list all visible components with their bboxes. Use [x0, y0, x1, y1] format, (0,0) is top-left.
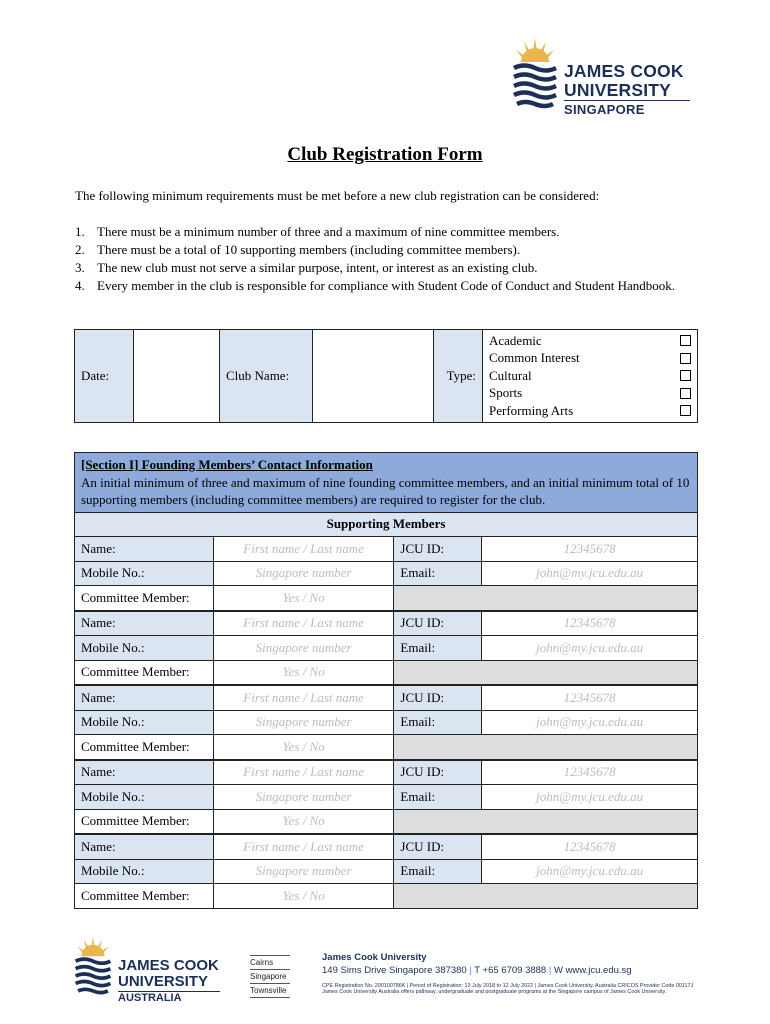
email-field[interactable]: john@my.jcu.edu.au	[482, 636, 698, 661]
footer-registration-note: James Cook University Australia offers pathway, undergraduate and postgraduate programs at the Singapore campus of James Cook University.	[322, 989, 667, 995]
section-header-cell	[75, 453, 698, 513]
empty-cell	[394, 586, 698, 611]
table-row	[75, 611, 698, 636]
empty-cell	[394, 660, 698, 685]
table-row	[75, 561, 698, 586]
campus-list	[250, 955, 290, 998]
list-number: 1.	[75, 224, 85, 239]
club-name-label: Club Name:	[220, 330, 313, 423]
committee-label: Committee Member:	[75, 586, 214, 611]
table-row	[75, 735, 698, 760]
committee-field[interactable]: Yes / No	[213, 660, 394, 685]
logo-divider	[564, 100, 690, 101]
footer-registration: CPE Registration No. 200100786K | Period of Registration: 13 July 2018 to 12 July 2022 | James Cook University, Australia CRICOS Provider Code 00117J	[322, 983, 694, 989]
mobile-label: Mobile No.:	[75, 636, 214, 661]
mobile-label: Mobile No.:	[75, 785, 214, 810]
type-option-label: Common Interest	[489, 350, 580, 366]
type-option-performing-arts[interactable]	[489, 402, 691, 420]
jcu-id-label: JCU ID:	[394, 537, 482, 562]
jcu-id-label: JCU ID:	[394, 685, 482, 710]
logo-line-2: UNIVERSITY	[564, 80, 672, 100]
type-option-label: Performing Arts	[489, 402, 574, 418]
table-row	[75, 636, 698, 661]
checkbox-icon[interactable]	[680, 388, 691, 399]
mobile-field[interactable]: Singapore number	[213, 785, 394, 810]
empty-cell	[394, 809, 698, 834]
footer-contact	[322, 965, 693, 976]
mobile-label: Mobile No.:	[75, 859, 214, 884]
jcu-id-field[interactable]: 12345678	[482, 685, 698, 710]
list-item	[75, 223, 699, 241]
footer-logo-line-1: JAMES COOK	[118, 957, 219, 974]
list-text: There must be a minimum number of three and a maximum of nine committee members.	[97, 224, 560, 239]
supporting-header: Supporting Members	[75, 512, 698, 537]
list-number: 4.	[75, 278, 85, 293]
committee-field[interactable]: Yes / No	[213, 735, 394, 760]
logo-line-3: SINGAPORE	[564, 102, 645, 117]
footer-address	[322, 952, 693, 995]
type-label: Type:	[434, 330, 483, 423]
list-item	[75, 241, 699, 259]
list-text: Every member in the club is responsible for compliance with Student Code of Conduct and Student Handbook.	[97, 278, 676, 293]
name-field[interactable]: First name / Last name	[213, 834, 394, 859]
name-label: Name:	[75, 834, 214, 859]
table-row	[75, 760, 698, 785]
email-field[interactable]: john@my.jcu.edu.au	[482, 561, 698, 586]
mobile-field[interactable]: Singapore number	[213, 859, 394, 884]
section-header	[75, 453, 698, 513]
page-title: Club Registration Form	[287, 144, 483, 165]
email-label: Email:	[394, 636, 482, 661]
list-number: 2.	[75, 242, 85, 257]
campus-item: Cairns	[250, 955, 290, 969]
logo-line-1: JAMES COOK	[564, 61, 684, 81]
type-option-cultural[interactable]	[489, 367, 691, 385]
empty-cell	[394, 884, 698, 909]
table-row	[75, 809, 698, 834]
table-row	[75, 834, 698, 859]
footer-separator: |	[469, 965, 472, 976]
mobile-field[interactable]: Singapore number	[213, 636, 394, 661]
name-label: Name:	[75, 760, 214, 785]
email-label: Email:	[394, 785, 482, 810]
footer-org: James Cook University	[322, 952, 427, 963]
campus-item: Singapore	[250, 969, 290, 983]
table-row	[75, 859, 698, 884]
email-field[interactable]: john@my.jcu.edu.au	[482, 859, 698, 884]
committee-label: Committee Member:	[75, 884, 214, 909]
table-row	[75, 660, 698, 685]
email-field[interactable]: john@my.jcu.edu.au	[482, 710, 698, 735]
committee-field[interactable]: Yes / No	[213, 586, 394, 611]
committee-label: Committee Member:	[75, 735, 214, 760]
intro-text: The following minimum requirements must be met before a new club registration can be considered:	[75, 188, 600, 203]
table-row	[75, 685, 698, 710]
section-title: [Section I] Founding Members’ Contact Information	[81, 457, 373, 472]
club-name-field[interactable]	[313, 330, 434, 423]
committee-label: Committee Member:	[75, 809, 214, 834]
name-label: Name:	[75, 537, 214, 562]
jcu-id-label: JCU ID:	[394, 760, 482, 785]
email-label: Email:	[394, 561, 482, 586]
list-text: There must be a total of 10 supporting members (including committee members).	[97, 242, 521, 257]
list-item	[75, 277, 699, 295]
jcu-australia-logo	[74, 936, 224, 1006]
name-field[interactable]: First name / Last name	[213, 537, 394, 562]
jcu-logo-icon	[74, 936, 112, 998]
table-row	[75, 537, 698, 562]
name-label: Name:	[75, 611, 214, 636]
type-option-common-interest[interactable]	[489, 350, 691, 368]
table-row	[75, 710, 698, 735]
email-label: Email:	[394, 859, 482, 884]
date-label: Date:	[75, 330, 134, 423]
requirements-list	[75, 223, 699, 295]
name-field[interactable]: First name / Last name	[213, 611, 394, 636]
type-option-sports[interactable]	[489, 385, 691, 403]
type-options	[483, 330, 698, 423]
email-field[interactable]: john@my.jcu.edu.au	[482, 785, 698, 810]
list-text: The new club must not serve a similar purpose, intent, or interest as an existing club.	[97, 260, 538, 275]
footer-logo-line-3: AUSTRALIA	[118, 992, 182, 1004]
list-item	[75, 259, 699, 277]
committee-field[interactable]: Yes / No	[213, 809, 394, 834]
name-field[interactable]: First name / Last name	[213, 685, 394, 710]
table-row	[75, 884, 698, 909]
jcu-singapore-logo	[512, 38, 692, 118]
footer-web[interactable]: W www.jcu.edu.sg	[553, 965, 632, 976]
type-option-label: Sports	[489, 385, 523, 401]
table-row	[75, 785, 698, 810]
section-description: An initial minimum of three and maximum of nine founding committee members, and an initial minimum total of 10 supporting members (including committee members) are required to register for the club.	[81, 474, 690, 507]
jcu-id-label: JCU ID:	[394, 834, 482, 859]
jcu-logo-icon	[512, 38, 558, 112]
supporting-header-row	[75, 512, 698, 537]
checkbox-icon[interactable]	[680, 335, 691, 346]
jcu-id-field[interactable]: 12345678	[482, 611, 698, 636]
name-field[interactable]: First name / Last name	[213, 760, 394, 785]
footer-phone: T +65 6709 3888	[474, 965, 547, 976]
footer-street: 149 Sims Drive Singapore 387380	[322, 965, 467, 976]
type-option-academic[interactable]	[489, 332, 691, 350]
mobile-label: Mobile No.:	[75, 710, 214, 735]
mobile-label: Mobile No.:	[75, 561, 214, 586]
committee-label: Committee Member:	[75, 660, 214, 685]
members-table	[74, 452, 698, 909]
footer-separator: |	[548, 965, 552, 976]
list-number: 3.	[75, 260, 85, 275]
jcu-id-label: JCU ID:	[394, 611, 482, 636]
mobile-field[interactable]: Singapore number	[213, 561, 394, 586]
jcu-id-field[interactable]: 12345678	[482, 537, 698, 562]
email-label: Email:	[394, 710, 482, 735]
type-option-label: Cultural	[489, 367, 532, 383]
committee-field[interactable]: Yes / No	[213, 884, 394, 909]
type-option-label: Academic	[489, 332, 542, 348]
mobile-field[interactable]: Singapore number	[213, 710, 394, 735]
registration-table	[74, 329, 698, 423]
jcu-id-field[interactable]: 12345678	[482, 834, 698, 859]
table-row	[75, 586, 698, 611]
empty-cell	[394, 735, 698, 760]
campus-item: Townsville	[250, 983, 290, 998]
checkbox-icon[interactable]	[680, 405, 691, 416]
checkbox-icon[interactable]	[680, 370, 691, 381]
date-field[interactable]	[134, 330, 220, 423]
name-label: Name:	[75, 685, 214, 710]
jcu-id-field[interactable]: 12345678	[482, 760, 698, 785]
footer-logo-line-2: UNIVERSITY	[118, 973, 209, 990]
checkbox-icon[interactable]	[680, 353, 691, 364]
